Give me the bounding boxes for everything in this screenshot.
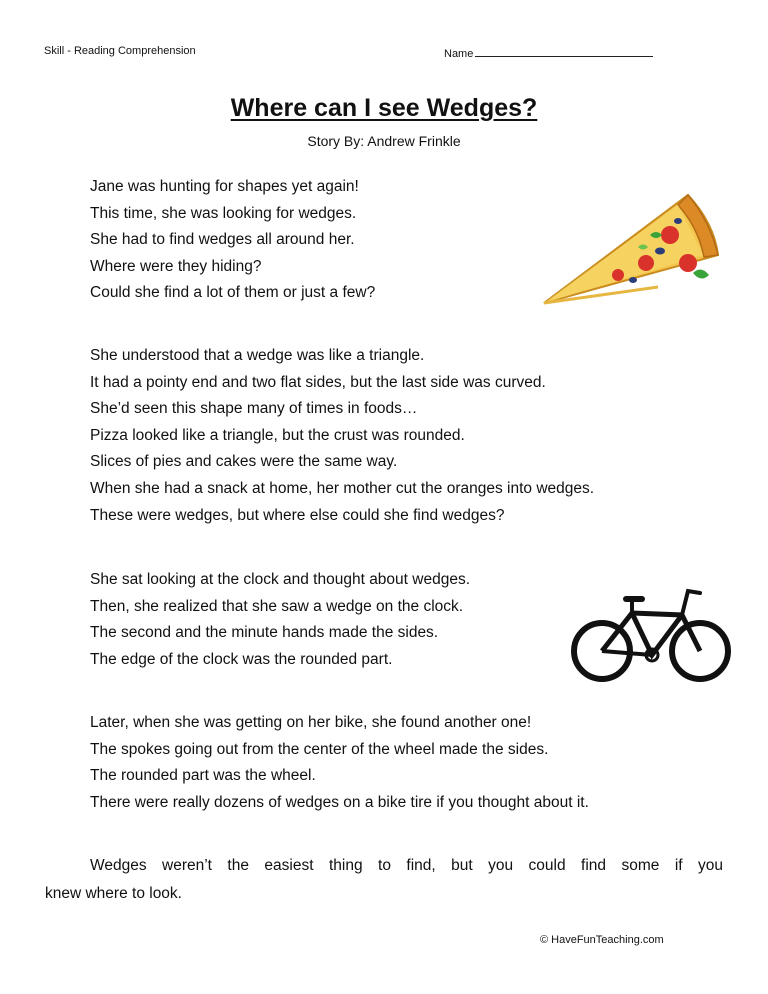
name-blank-line[interactable] [475,45,653,57]
story-line: These were wedges, but where else could she find wedges? [90,506,505,524]
story-line: Slices of pies and cakes were the same way. [90,453,398,471]
story-line: There were really dozens of wedges on a bike tire if you thought about it. [90,793,589,811]
story-line: Could she find a lot of them or just a few? [90,284,376,302]
page-header [44,45,708,61]
story-line: Jane was hunting for shapes yet again! [90,178,359,195]
story-line: She understood that a wedge was like a triangle. [90,347,425,364]
story-line: Pizza looked like a triangle, but the crust was rounded. [90,426,465,444]
story-line: She’d seen this shape many of times in foods… [90,400,418,418]
story-line: This time, she was looking for wedges. [90,204,357,222]
story-line: The rounded part was the wheel. [90,767,316,785]
name-field [444,45,653,60]
story-line: She sat looking at the clock and thought about wedges. [90,571,471,588]
paragraph-2 [90,343,594,529]
closing-line-2: knew where to look. [45,885,182,902]
story-line: The spokes going out from the center of the wheel made the sides. [90,740,549,758]
story-line: The edge of the clock was the rounded part. [90,650,393,668]
story-line: Later, when she was getting on her bike, she found another one! [90,714,532,731]
skill-label: Skill - Reading Comprehension [44,45,196,57]
story-line: It had a pointy end and two flat sides, but the last side was curved. [90,373,546,391]
story-line: Then, she realized that she saw a wedge on the clock. [90,597,464,615]
copyright-notice: © HaveFunTeaching.com [540,934,664,946]
worksheet-title-wrap [0,94,768,123]
pizza-slice-icon [538,185,723,310]
name-label: Name [444,48,474,60]
story-line: Where were they hiding? [90,257,262,275]
story-line: The second and the minute hands made the sides. [90,624,439,642]
story-byline: Story By: Andrew Frinkle [307,133,461,149]
story-line: When she had a snack at home, her mother cut the oranges into wedges. [90,479,595,497]
bicycle-icon [570,585,732,687]
paragraph-4 [90,710,589,816]
closing-line-1: Wedges weren’t the easiest thing to find, but you could find some if you [90,857,723,874]
paragraph-3 [90,567,470,673]
closing-paragraph [45,852,723,908]
paragraph-1 [90,174,375,307]
worksheet-title: Where can I see Wedges? [230,94,538,122]
story-line: She had to find wedges all around her. [90,231,355,249]
